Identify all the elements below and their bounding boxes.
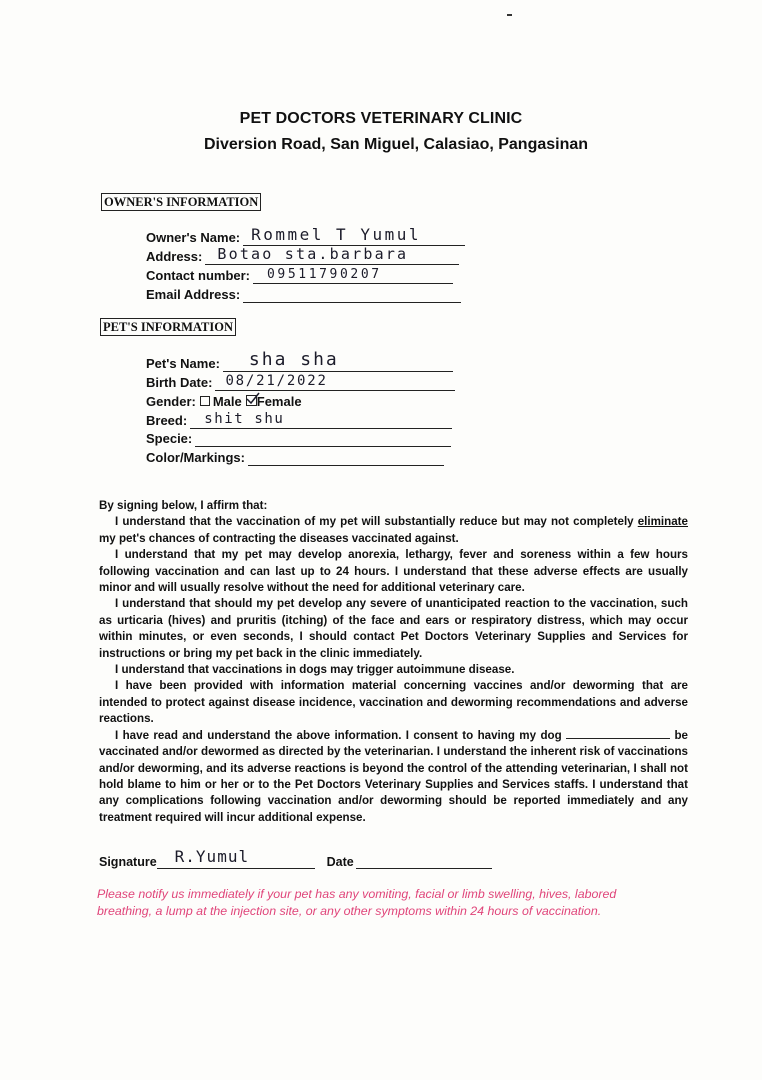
pet-birthdate-value: 08/21/2022 (225, 373, 328, 389)
clinic-address: Diversion Road, San Miguel, Calasiao, Pangasinan (203, 136, 589, 153)
owner-email-line[interactable] (243, 283, 461, 303)
pet-birthdate-label: Birth Date: (146, 375, 213, 390)
owner-email-field[interactable] (146, 283, 461, 303)
signature-row (99, 848, 492, 869)
pet-breed-label: Breed: (146, 413, 188, 428)
pet-specie-label: Specie: (146, 431, 193, 446)
female-label: Female (256, 394, 302, 409)
pet-color-label: Color/Markings: (146, 450, 245, 465)
signature-line[interactable] (157, 848, 315, 869)
pet-color-line[interactable] (248, 446, 444, 466)
signature-value: R.Yumul (174, 847, 250, 866)
owner-email-label: Email Address: (146, 287, 241, 302)
owner-contact-value: 09511790207 (267, 267, 382, 282)
pet-name-field[interactable] (146, 349, 453, 372)
pet-name-line[interactable] (223, 349, 453, 372)
consent-paragraph-1: I understand that the vaccination of my pet will substantially reduce but may not completely eliminate my pet's chances of contracting the diseases vaccinated against. (99, 515, 688, 545)
underlined-word: eliminate (637, 515, 688, 529)
consent-intro: By signing below, I affirm that: (99, 499, 268, 512)
pet-name-label: Pet's Name: (146, 356, 220, 371)
consent-text (99, 498, 688, 826)
pet-gender-field (146, 394, 302, 409)
pet-breed-line[interactable] (190, 409, 452, 429)
pet-birthdate-field[interactable] (146, 371, 455, 391)
dog-name-blank[interactable] (566, 728, 670, 739)
pet-birthdate-line[interactable] (215, 371, 455, 391)
vaccination-notice: Please notify us immediately if your pet has any vomiting, facial or limb swelling, hives, labored breathing, a lump at the injection site, or any other symptoms within 24 hours of vaccination. (97, 887, 617, 918)
check-icon (246, 392, 260, 406)
male-checkbox[interactable] (200, 396, 210, 406)
consent-paragraph-4: I understand that vaccinations in dogs may trigger autoimmune disease. (115, 663, 515, 677)
owner-address-label: Address: (146, 249, 203, 264)
pet-specie-line[interactable] (195, 427, 451, 447)
owner-section-title: OWNER'S INFORMATION (101, 193, 261, 211)
owner-name-value: Rommel T Yumul (251, 225, 421, 244)
pet-name-value: sha sha (248, 349, 339, 370)
owner-address-line[interactable] (205, 245, 459, 265)
owner-address-value: Botao sta.barbara (217, 245, 409, 263)
pet-section-title: PET'S INFORMATION (100, 318, 236, 336)
consent-paragraph-6: I have read and understand the above information. I consent to having my dog be vaccinated and/or dewormed as directed by the veterinarian. I understand the inherent risk of vaccinations and/or deworming, and its adverse reactions is beyond the control of the attending veterinarian, I shall not hold blame to him or her or to the Pet Doctors Veterinary Supplies and Services staffs. I understand that any complications following vaccination and/or deworming should be reported immediately and any treatment required will incur additional expense. (99, 728, 688, 824)
owner-contact-label: Contact number: (146, 268, 250, 283)
scan-mark (507, 14, 512, 16)
owner-name-label: Owner's Name: (146, 230, 241, 245)
signature-label: Signature (99, 855, 157, 869)
owner-name-line[interactable] (243, 226, 465, 246)
owner-address-field[interactable] (146, 245, 459, 265)
pet-breed-field[interactable] (146, 409, 452, 429)
pet-specie-field[interactable] (146, 427, 451, 447)
consent-paragraph-5: I have been provided with information material concerning vaccines and/or deworming that are intended to protect against disease incidence, vaccination and deworming recommendations and adverse reactions. (99, 679, 688, 726)
clinic-name: PET DOCTORS VETERINARY CLINIC (239, 110, 523, 127)
pet-color-field[interactable] (146, 446, 444, 466)
date-label: Date (326, 855, 354, 869)
date-line[interactable] (356, 848, 492, 869)
female-checkbox-checked[interactable] (246, 395, 257, 406)
pet-gender-label: Gender: (146, 394, 196, 409)
owner-contact-field[interactable] (146, 264, 453, 284)
owner-name-field[interactable] (146, 226, 465, 246)
pet-breed-value: shit shu (204, 411, 285, 427)
consent-paragraph-3: I understand that should my pet develop any severe of unanticipated reaction to the vaccination, such as urticaria (hives) and pruritis (itching) of the face and ears or respiratory distress, which may occur within minutes, or even seconds, I should contact Pet Doctors Veterinary Supplies and Services for instructions or bring my pet back in the clinic immediately. (99, 597, 688, 660)
male-label: Male (212, 394, 242, 409)
owner-contact-line[interactable] (253, 264, 453, 284)
consent-paragraph-2: I understand that my pet may develop anorexia, lethargy, fever and soreness within a few hours following vaccination and can last up to 24 hours. I understand that these adverse effects are usually minor and will usually resolve without the need for additional veterinary care. (99, 548, 688, 595)
